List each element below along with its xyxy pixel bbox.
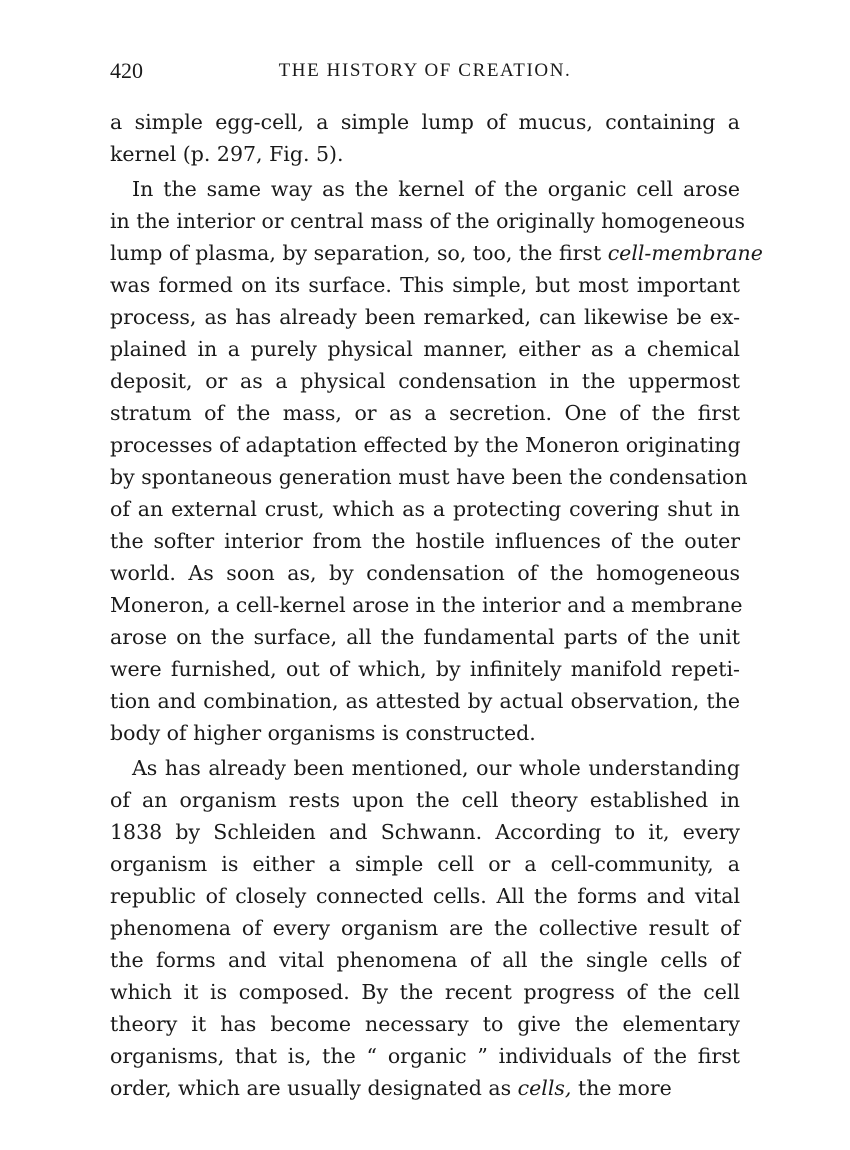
text-line: a simple egg-cell, a simple lump of mucus, containing a xyxy=(110,110,740,134)
text-line: process, as has already been remarked, can likewise be ex- xyxy=(110,305,740,329)
paragraph xyxy=(110,752,740,1104)
text-line: republic of closely connected cells. All the forms and vital xyxy=(110,884,740,908)
page-header xyxy=(110,58,740,88)
text-line: which it is composed. By the recent progress of the cell xyxy=(110,980,740,1004)
text-line: order, which are usually designated as cells, the more xyxy=(110,1076,672,1100)
text-line: theory it has become necessary to give the elementary xyxy=(110,1012,740,1036)
text-line: body of higher organisms is constructed. xyxy=(110,721,536,745)
paragraph xyxy=(110,173,763,749)
text-line: stratum of the mass, or as a secretion. One of the first xyxy=(110,401,740,425)
text-line: the softer interior from the hostile influences of the outer xyxy=(110,529,740,553)
text-line: of an organism rests upon the cell theory established in xyxy=(110,788,740,812)
paragraph xyxy=(110,106,740,170)
text-line: deposit, or as a physical condensation in the uppermost xyxy=(110,369,740,393)
text-line: in the interior or central mass of the originally homogeneous xyxy=(110,209,746,233)
text-line: kernel (p. 297, Fig. 5). xyxy=(110,142,344,166)
text-line: Moneron, a cell-kernel arose in the interior and a membrane xyxy=(110,593,743,617)
page-number: 420 xyxy=(110,58,143,83)
text-line: lump of plasma, by separation, so, too, the first cell-membrane xyxy=(110,241,763,265)
text-line: phenomena of every organism are the collective result of xyxy=(110,916,740,940)
text-line: In the same way as the kernel of the organic cell arose xyxy=(132,177,740,201)
text-line: 1838 by Schleiden and Schwann. According to it, every xyxy=(110,820,740,844)
text-line: world. As soon as, by condensation of the homogeneous xyxy=(110,561,740,585)
text-line: tion and combination, as attested by actual observation, the xyxy=(110,689,740,713)
text-line: As has already been mentioned, our whole understanding xyxy=(132,756,740,780)
text-line: organisms, that is, the “ organic ” individuals of the first xyxy=(110,1044,740,1068)
text-line: was formed on its surface. This simple, but most important xyxy=(110,273,740,297)
text-line: organism is either a simple cell or a cell-community, a xyxy=(110,852,740,876)
running-title: THE HISTORY OF CREATION. xyxy=(278,60,572,81)
body-text xyxy=(110,106,763,1104)
text-line: were furnished, out of which, by infinitely manifold repeti- xyxy=(110,657,740,681)
text-line: of an external crust, which as a protecting covering shut in xyxy=(110,497,740,521)
text-line: the forms and vital phenomena of all the single cells of xyxy=(110,948,740,972)
text-line: arose on the surface, all the fundamental parts of the unit xyxy=(110,625,740,649)
text-line: by spontaneous generation must have been the condensation xyxy=(110,465,748,489)
text-line: processes of adaptation effected by the Moneron originating xyxy=(110,433,741,457)
text-line: plained in a purely physical manner, either as a chemical xyxy=(110,337,740,361)
